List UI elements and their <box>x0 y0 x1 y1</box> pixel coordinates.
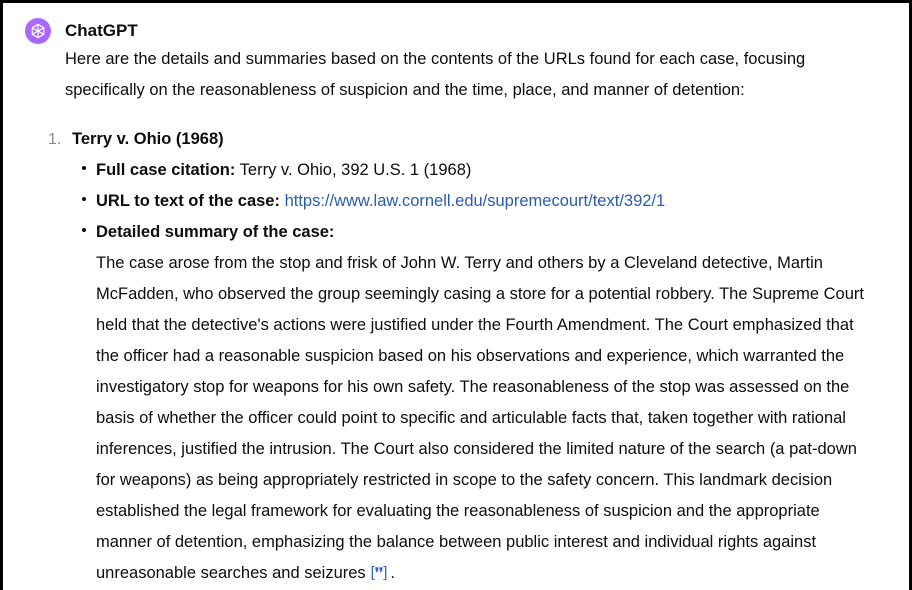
citation-label: Full case citation: <box>96 161 236 179</box>
quote-citation-icon[interactable]: [ ❜❜ ] <box>370 564 388 581</box>
citation-value: Terry v. Ohio, 392 U.S. 1 (1968) <box>239 161 472 179</box>
summary-bullet <box>72 217 875 589</box>
url-bullet <box>72 186 875 217</box>
sender-name: ChatGPT <box>65 21 138 40</box>
case-list <box>48 124 875 589</box>
list-number: 1. <box>48 131 62 148</box>
bullet-dot <box>82 197 86 201</box>
case-title: Terry v. Ohio (1968) <box>72 130 224 148</box>
case-url-link[interactable]: https://www.law.cornell.edu/supremecourt/text/392/1 <box>284 192 666 210</box>
bullet-dot <box>82 166 86 170</box>
assistant-message <box>48 44 875 589</box>
summary-end: . <box>390 564 395 582</box>
url-label: URL to text of the case: <box>96 192 280 210</box>
case-details <box>72 155 875 589</box>
message-intro: Here are the details and summaries based on the contents of the URLs found for each case, focusing specifically on the reasonableness of suspicion and the time, place, and manner of detention: <box>65 50 806 99</box>
summary-text: The case arose from the stop and frisk of John W. Terry and others by a Cleveland detective, Martin McFadden, who observed the group seemingly casing a store for a potential robbery. The Supreme Court held that the detective's actions were justified under the Fourth Amendment. The Court emphasized that the officer had a reasonable suspicion based on his observations and experience, which warranted the investigatory stop for weapons for his own safety. The reasonableness of the stop was assessed on the basis of whether the officer could point to specific and articulable facts that, taken together with rational inferences, justified the intrusion. The Court also considered the limited nature of the search (a pat-down for weapons) as being appropriately restricted in scope to the safety concern. This landmark decision established the legal framework for evaluating the reasonableness of suspicion and the appropriate manner of detention, emphasizing the balance between public interest and individual rights against unreasonable searches and seizures <box>96 254 864 582</box>
openai-logo-icon <box>29 22 47 40</box>
summary-label: Detailed summary of the case: <box>96 223 335 241</box>
summary-body <box>96 248 876 589</box>
citation-bullet <box>72 155 875 186</box>
list-item <box>48 124 875 589</box>
chatgpt-avatar <box>25 18 51 44</box>
bullet-dot <box>82 228 86 232</box>
